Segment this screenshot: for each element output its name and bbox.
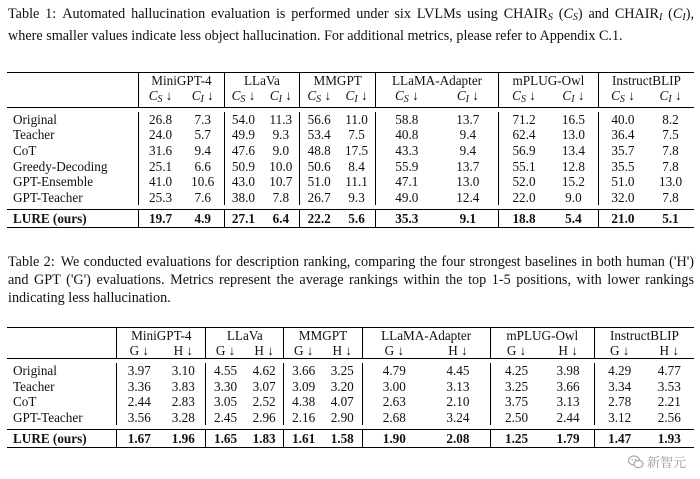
metric-header: $C_S$ ↓ (139, 88, 182, 108)
table-row (7, 127, 694, 143)
value-cell: 3.53 (657, 378, 681, 394)
metric-header: $C_I$ ↓ (191, 88, 214, 106)
value-cell: 3.12 (594, 409, 644, 425)
value-cell: 7.8 (662, 143, 679, 159)
metric-header: H ↓ (254, 343, 274, 359)
value-cell: 3.13 (556, 394, 580, 410)
value-cell: 6.4 (262, 209, 299, 227)
value-cell: 2.56 (657, 409, 681, 425)
value-cell: 71.2 (499, 112, 549, 128)
value-cell: 2.96 (252, 409, 276, 425)
model-header: LLaMA-Adapter (362, 328, 490, 344)
value-cell: 11.1 (345, 174, 368, 190)
method-cell: GPT-Ensemble (13, 174, 94, 190)
method-cell: GPT-Teacher (13, 189, 83, 205)
metric-header: G ↓ (117, 343, 161, 359)
table-row (7, 174, 694, 190)
value-cell: 3.28 (171, 409, 195, 425)
value-cell: 22.2 (300, 209, 338, 227)
wechat-icon (628, 454, 644, 470)
table1-caption: Table 1: Automated hallucination evaluation is performed under six LVLMs using $CHAIR_S$ $(C_S)$ and $CHAIR_I$ $(C_I)$, where smaller values indicate less object hallucination. For additional metrics, please refer to Appendix C.1. (8, 6, 695, 44)
value-cell: 50.9 (224, 158, 262, 174)
table-row (7, 394, 694, 410)
method-cell: LURE (ours) (7, 429, 117, 447)
value-cell: 43.3 (376, 143, 438, 159)
value-cell: 25.1 (139, 158, 182, 174)
value-cell: 35.5 (598, 158, 647, 174)
value-cell: 8.2 (662, 111, 679, 127)
value-cell: 3.25 (490, 378, 542, 394)
model-header: MiniGPT-4 (139, 73, 224, 89)
value-cell: 51.0 (598, 174, 647, 190)
value-cell: 1.67 (117, 429, 161, 447)
metric-header: $C_S$ ↓ (376, 88, 438, 108)
value-cell: 9.0 (565, 189, 582, 205)
value-cell: 1.96 (161, 429, 205, 447)
metric-header: G ↓ (206, 343, 245, 359)
method-cell: Greedy-Decoding (13, 158, 108, 174)
value-cell: 3.36 (117, 378, 161, 394)
value-cell: 19.7 (139, 209, 182, 227)
value-cell: 9.4 (459, 143, 477, 159)
metric-header: H ↓ (558, 343, 578, 359)
value-cell: 1.79 (542, 429, 594, 447)
value-cell: 13.0 (456, 174, 480, 190)
value-cell: 9.0 (272, 143, 290, 159)
table-row (7, 363, 694, 379)
value-cell: 4.45 (446, 362, 470, 378)
value-cell: 54.0 (224, 112, 262, 128)
value-cell: 35.3 (376, 209, 438, 227)
value-cell: 56.6 (300, 112, 338, 128)
value-cell: 2.52 (252, 394, 276, 410)
value-cell: 3.20 (330, 378, 354, 394)
value-cell: 16.5 (561, 111, 585, 127)
value-cell: 13.7 (456, 158, 480, 174)
value-cell: 11.3 (269, 111, 293, 127)
value-cell: 4.07 (330, 394, 354, 410)
value-cell: 7.5 (662, 127, 679, 143)
value-cell: 2.21 (657, 394, 681, 410)
metric-header: G ↓ (594, 343, 644, 359)
value-cell: 25.3 (139, 190, 182, 206)
value-cell: 12.8 (561, 158, 585, 174)
value-cell: 3.24 (446, 409, 470, 425)
value-cell: 3.25 (330, 362, 354, 378)
metric-header: H ↓ (448, 343, 468, 359)
value-cell: 1.65 (206, 429, 245, 447)
value-cell: 18.8 (499, 209, 549, 227)
table2-caption: Table 2: We conducted evaluations for description ranking, comparing the four strongest baselines in both human ('H') and GPT ('G') evaluations. Metrics represent the average rankings within the top 1-5 positions, with lower rankings indicating less hallucination. (8, 254, 694, 306)
value-cell: 55.9 (376, 158, 438, 174)
table-row (7, 112, 694, 128)
value-cell: 4.62 (252, 362, 276, 378)
value-cell: 27.1 (224, 209, 262, 227)
model-header: InstructBLIP (594, 328, 694, 344)
model-header: mPLUG-Owl (499, 73, 599, 89)
value-cell: 3.13 (446, 378, 470, 394)
value-cell: 21.0 (598, 209, 647, 227)
value-cell: 9.4 (194, 143, 211, 159)
method-cell: Teacher (13, 127, 55, 143)
value-cell: 40.0 (598, 112, 647, 128)
model-header: LLaVa (206, 328, 284, 344)
value-cell: 4.79 (362, 363, 426, 379)
table2-model-header (7, 328, 694, 344)
value-cell: 3.30 (206, 378, 245, 394)
value-cell: 3.05 (206, 394, 245, 410)
value-cell: 3.66 (556, 378, 580, 394)
value-cell: 3.00 (362, 378, 426, 394)
value-cell: 32.0 (598, 190, 647, 206)
method-cell: CoT (13, 394, 37, 410)
table1-label: Table 1: (8, 6, 57, 22)
metric-header: H ↓ (332, 343, 352, 359)
metric-header: G ↓ (362, 343, 426, 359)
value-cell: 4.29 (594, 363, 644, 379)
value-cell: 1.25 (490, 429, 542, 447)
value-cell: 49.0 (376, 190, 438, 206)
value-cell: 4.25 (490, 363, 542, 379)
value-cell: 24.0 (139, 127, 182, 143)
value-cell: 40.8 (376, 127, 438, 143)
value-cell: 15.2 (561, 174, 585, 190)
metric-header: H ↓ (173, 343, 193, 359)
value-cell: 47.1 (376, 174, 438, 190)
value-cell: 5.6 (338, 209, 375, 227)
value-cell: 3.66 (284, 363, 323, 379)
value-cell: 1.83 (245, 429, 284, 447)
value-cell: 1.90 (362, 429, 426, 447)
metric-header: $C_I$ ↓ (659, 88, 682, 106)
value-cell: 3.07 (252, 378, 276, 394)
value-cell: 3.34 (594, 378, 644, 394)
value-cell: 6.6 (194, 158, 211, 174)
value-cell: 52.0 (499, 174, 549, 190)
value-cell: 11.0 (345, 111, 368, 127)
ours-row (7, 429, 694, 447)
metric-header: G ↓ (284, 343, 323, 359)
value-cell: 1.58 (323, 429, 362, 447)
table1-model-header (7, 73, 694, 89)
model-header: InstructBLIP (598, 73, 694, 89)
table2-label: Table 2: (8, 254, 55, 270)
value-cell: 2.44 (117, 394, 161, 410)
value-cell: 49.9 (224, 127, 262, 143)
value-cell: 13.7 (456, 111, 480, 127)
value-cell: 2.10 (446, 394, 470, 410)
value-cell: 55.1 (499, 158, 549, 174)
model-header: MiniGPT-4 (117, 328, 206, 344)
table-row (7, 143, 694, 159)
ours-row (7, 209, 694, 227)
model-header: mPLUG-Owl (490, 328, 594, 344)
value-cell: 2.50 (490, 409, 542, 425)
value-cell: 2.08 (426, 429, 490, 447)
value-cell: 3.75 (490, 394, 542, 410)
table1 (7, 72, 694, 228)
value-cell: 12.4 (456, 189, 480, 205)
value-cell: 7.3 (194, 111, 211, 127)
metric-header: $C_S$ ↓ (598, 88, 647, 108)
model-header: LLaMA-Adapter (376, 73, 499, 89)
value-cell: 1.93 (645, 429, 694, 447)
value-cell: 7.8 (662, 189, 679, 205)
value-cell: 2.44 (556, 409, 580, 425)
value-cell: 1.61 (284, 429, 323, 447)
table1-metric-header (7, 88, 694, 108)
value-cell: 2.78 (594, 394, 644, 410)
table2 (7, 327, 694, 448)
method-cell: Original (13, 362, 57, 378)
metric-header: $C_S$ ↓ (300, 88, 338, 108)
method-cell: Original (13, 111, 57, 127)
table-row (7, 409, 694, 425)
method-cell: LURE (ours) (7, 209, 139, 227)
value-cell: 10.0 (269, 158, 293, 174)
value-cell: 2.63 (362, 394, 426, 410)
value-cell: 31.6 (139, 143, 182, 159)
value-cell: 9.4 (459, 127, 477, 143)
value-cell: 2.45 (206, 409, 245, 425)
table-row (7, 190, 694, 206)
value-cell: 58.8 (376, 112, 438, 128)
value-cell: 17.5 (345, 143, 369, 159)
value-cell: 2.83 (171, 394, 195, 410)
value-cell: 62.4 (499, 127, 549, 143)
metric-header: $C_S$ ↓ (224, 88, 262, 108)
value-cell: 8.4 (348, 158, 365, 174)
value-cell: 4.55 (206, 363, 245, 379)
value-cell: 13.0 (658, 174, 683, 190)
value-cell: 3.98 (556, 362, 580, 378)
table2-metric-header (7, 343, 694, 359)
value-cell: 53.4 (300, 127, 338, 143)
value-cell: 26.7 (300, 190, 338, 206)
value-cell: 47.6 (224, 143, 262, 159)
watermark-text: 新智元 (646, 456, 686, 471)
model-header: MMGPT (284, 328, 362, 344)
value-cell: 26.8 (139, 112, 182, 128)
value-cell: 9.1 (438, 209, 499, 227)
table-row (7, 158, 694, 174)
value-cell: 50.6 (300, 158, 338, 174)
value-cell: 2.90 (330, 409, 354, 425)
value-cell: 10.6 (191, 174, 215, 190)
value-cell: 4.77 (657, 362, 681, 378)
table-row (7, 378, 694, 394)
value-cell: 3.97 (117, 363, 161, 379)
value-cell: 13.4 (561, 143, 585, 159)
value-cell: 51.0 (300, 174, 338, 190)
value-cell: 48.8 (300, 143, 338, 159)
method-cell: Teacher (13, 378, 55, 394)
metric-header: $C_I$ ↓ (269, 88, 292, 106)
value-cell: 35.7 (598, 143, 647, 159)
metric-header: $C_S$ ↓ (499, 88, 549, 108)
value-cell: 7.5 (348, 127, 365, 143)
value-cell: 3.09 (284, 378, 323, 394)
value-cell: 38.0 (224, 190, 262, 206)
value-cell: 36.4 (598, 127, 647, 143)
metric-header: $C_I$ ↓ (456, 88, 479, 106)
value-cell: 3.56 (117, 409, 161, 425)
value-cell: 43.0 (224, 174, 262, 190)
value-cell: 7.8 (272, 189, 290, 205)
model-header: MMGPT (300, 73, 376, 89)
value-cell: 9.3 (272, 127, 290, 143)
watermark (628, 452, 686, 471)
value-cell: 5.7 (194, 127, 211, 143)
value-cell: 2.16 (284, 409, 323, 425)
value-cell: 4.38 (284, 394, 323, 410)
value-cell: 2.68 (362, 409, 426, 425)
value-cell: 9.3 (348, 189, 365, 205)
value-cell: 3.83 (171, 378, 195, 394)
metric-header: H ↓ (659, 343, 679, 359)
method-cell: CoT (13, 143, 37, 159)
value-cell: 13.0 (561, 127, 585, 143)
value-cell: 7.8 (662, 158, 679, 174)
metric-header: $C_I$ ↓ (562, 88, 585, 106)
method-cell: GPT-Teacher (13, 409, 83, 425)
value-cell: 4.9 (182, 209, 224, 227)
value-cell: 41.0 (139, 174, 182, 190)
value-cell: 22.0 (499, 190, 549, 206)
metric-header: G ↓ (490, 343, 542, 359)
model-header: LLaVa (224, 73, 300, 89)
value-cell: 3.10 (171, 362, 195, 378)
value-cell: 7.6 (194, 189, 211, 205)
value-cell: 5.1 (647, 209, 694, 227)
value-cell: 10.7 (269, 174, 293, 190)
value-cell: 1.47 (594, 429, 644, 447)
value-cell: 56.9 (499, 143, 549, 159)
metric-header: $C_I$ ↓ (345, 88, 368, 106)
value-cell: 5.4 (549, 209, 598, 227)
